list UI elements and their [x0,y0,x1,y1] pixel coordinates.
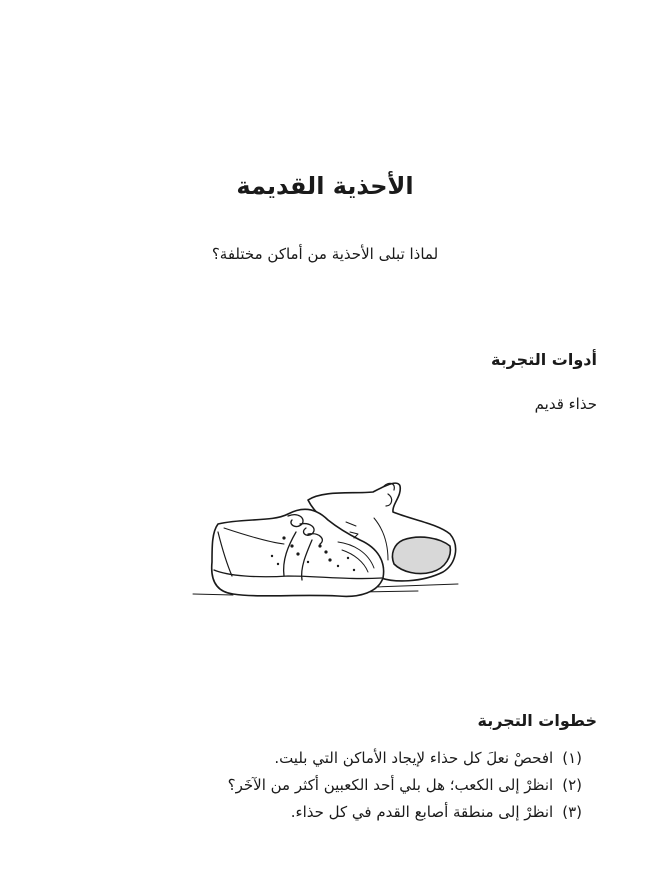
question-text: لماذا تبلى الأحذية من أماكن مختلفة؟ [211,245,439,263]
step-item [228,772,582,799]
steps-heading: خطوات التجربة [477,711,597,730]
steps-list [228,745,582,826]
step-number: (١) [562,749,582,767]
materials-item: حذاء قديم [534,395,597,413]
step-item [228,745,582,772]
step-number: (٣) [562,803,582,821]
page-title: الأحذية القديمة [236,172,414,200]
step-text: انظرْ إلى منطقة أصابع القدم في كل حذاء. [290,803,554,821]
step-item [228,799,582,826]
step-text: انظرْ إلى الكعب؛ هل بلي أحد الكعبين أكثر من الآخَر؟ [227,776,554,794]
step-text: افحصْ نعلَ كل حذاء لإيجاد الأماكن التي بليت. [274,749,554,767]
step-number: (٢) [562,776,582,794]
old-shoes-illustration [188,472,463,620]
materials-heading: أدوات التجربة [491,350,597,369]
